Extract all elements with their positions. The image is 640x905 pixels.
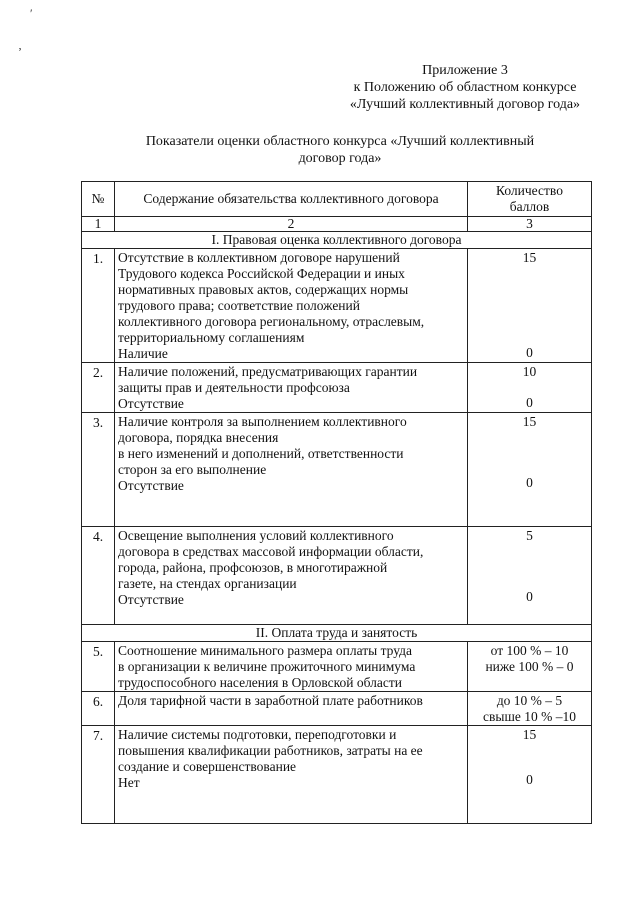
score-value: 0 xyxy=(526,345,533,360)
column-number: 3 xyxy=(468,217,592,232)
header-num: № xyxy=(82,182,115,217)
header-line: «Лучший коллективный договор года» xyxy=(349,97,581,112)
row-text-line: нормативных правовых актов, содержащих нормы xyxy=(118,282,409,297)
score-value: 15 xyxy=(522,414,537,429)
score-range: свыше 10 % –10 xyxy=(483,709,576,724)
score-value: 15 xyxy=(522,727,537,742)
row-description xyxy=(115,527,468,625)
row-text-line: Наличие системы подготовки, переподготовки и xyxy=(118,727,397,742)
row-text-line: договора в средствах массовой информации области, xyxy=(118,544,424,559)
row-text-line: Наличие xyxy=(118,346,168,361)
row-text-line: Отсутствие xyxy=(118,478,184,493)
row-text-line: в организации к величине прожиточного минимума xyxy=(118,659,416,674)
score-value: 0 xyxy=(526,772,533,787)
row-number: 7. xyxy=(82,726,115,824)
row-text-line: территориальному соглашениям xyxy=(118,330,305,345)
row-number: 5. xyxy=(82,642,115,692)
document-title xyxy=(90,133,590,167)
row-score xyxy=(468,692,592,726)
row-description xyxy=(115,249,468,363)
row-spacer xyxy=(118,791,465,807)
row-text-line: повышения квалификации работников, затраты на ее xyxy=(118,743,423,758)
header-score-line: баллов xyxy=(509,199,550,214)
column-number-row xyxy=(82,217,592,232)
header-description: Содержание обязательства коллективного договора xyxy=(115,182,468,217)
row-text-line: создание и совершенствование xyxy=(118,759,297,774)
row-description xyxy=(115,363,468,413)
section-row xyxy=(82,232,592,249)
row-score xyxy=(468,527,592,625)
section-row xyxy=(82,625,592,642)
header-score-line: Количество xyxy=(496,183,563,198)
row-text-line: трудового права; соответствие положений xyxy=(118,298,360,313)
row-number: 1. xyxy=(82,249,115,363)
row-number: 3. xyxy=(82,413,115,527)
header-line: к Положению об областном конкурсе xyxy=(353,80,577,95)
row-text-line: Отсутствие xyxy=(118,396,184,411)
row-text-line: коллективного договора региональному, отраслевым, xyxy=(118,314,425,329)
score-value: 0 xyxy=(526,395,533,410)
row-score xyxy=(468,642,592,692)
row-text-line: Доля тарифной части в заработной плате работников xyxy=(118,693,423,708)
row-text-line: газете, на стендах организации xyxy=(118,576,297,591)
score-range: ниже 100 % – 0 xyxy=(485,659,574,674)
row-description xyxy=(115,413,468,527)
row-text-line: в него изменений и дополнений, ответственности xyxy=(118,446,404,461)
score-range: до 10 % – 5 xyxy=(496,693,563,708)
appendix-header xyxy=(330,62,600,113)
table-row xyxy=(82,527,592,625)
row-text-line: трудоспособного населения в Орловской области xyxy=(118,675,403,690)
section-title: II. Оплата труда и занятость xyxy=(82,625,592,642)
title-line: Показатели оценки областного конкурса «Лучший коллективный xyxy=(145,134,535,149)
table-row xyxy=(82,642,592,692)
row-text-line: города, района, профсоюзов, в многотиражной xyxy=(118,560,388,575)
table-row xyxy=(82,726,592,824)
title-line: договор года» xyxy=(298,151,382,166)
row-text-line: Соотношение минимального размера оплаты труда xyxy=(118,643,413,658)
row-description xyxy=(115,726,468,824)
row-spacer xyxy=(118,510,465,526)
header-score xyxy=(468,182,592,217)
row-text-line: Отсутствие в коллективном договоре нарушений xyxy=(118,250,400,265)
row-text-line: Освещение выполнения условий коллективного xyxy=(118,528,394,543)
score-range: от 100 % – 10 xyxy=(490,643,569,658)
row-description xyxy=(115,642,468,692)
row-text-line: Отсутствие xyxy=(118,592,184,607)
row-text-line: Наличие контроля за выполнением коллективного xyxy=(118,414,407,429)
score-value: 0 xyxy=(526,589,533,604)
column-number: 2 xyxy=(115,217,468,232)
table-row xyxy=(82,413,592,527)
section-title: I. Правовая оценка коллективного договора xyxy=(82,232,592,249)
table-row xyxy=(82,249,592,363)
header-line: Приложение 3 xyxy=(422,63,508,78)
criteria-table xyxy=(81,181,592,824)
row-number: 6. xyxy=(82,692,115,726)
row-score xyxy=(468,726,592,824)
row-score xyxy=(468,413,592,527)
table-row xyxy=(82,692,592,726)
row-score xyxy=(468,363,592,413)
row-number: 2. xyxy=(82,363,115,413)
row-text-line: Трудового кодекса Российской Федерации и иных xyxy=(118,266,405,281)
row-spacer xyxy=(118,608,465,624)
table-row xyxy=(82,363,592,413)
score-value: 5 xyxy=(526,528,533,543)
table-header-row xyxy=(82,182,592,217)
row-text-line: защиты прав и деятельности профсоюза xyxy=(118,380,350,395)
score-value: 10 xyxy=(522,364,537,379)
row-spacer xyxy=(118,494,465,510)
row-description xyxy=(115,692,468,726)
column-number: 1 xyxy=(82,217,115,232)
row-spacer xyxy=(118,807,465,823)
scan-mark: ‚ xyxy=(18,38,22,52)
row-text-line: договора, порядка внесения xyxy=(118,430,279,445)
score-value: 0 xyxy=(526,475,533,490)
row-number: 4. xyxy=(82,527,115,625)
row-score xyxy=(468,249,592,363)
scan-mark: ′ xyxy=(30,6,33,20)
row-text-line: Нет xyxy=(118,775,140,790)
row-text-line: Наличие положений, предусматривающих гарантии xyxy=(118,364,418,379)
row-text-line: сторон за его выполнение xyxy=(118,462,267,477)
score-value: 15 xyxy=(522,250,537,265)
